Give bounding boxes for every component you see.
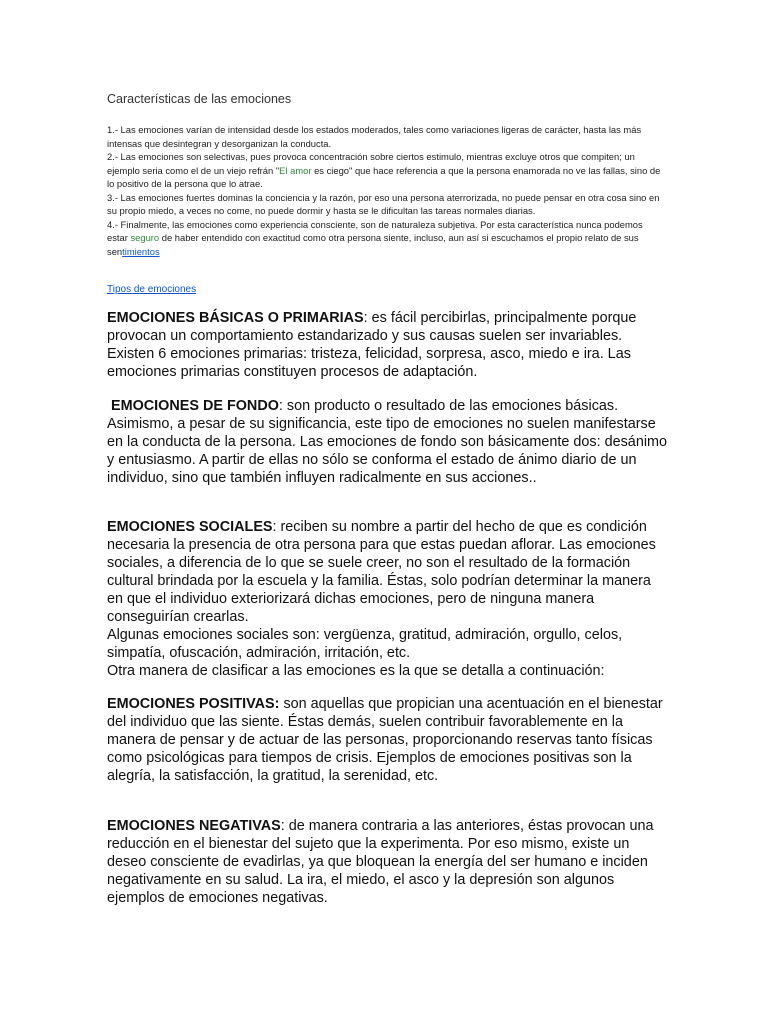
section-text: Otra manera de clasificar a las emociones es la que se detalla a continuación: — [107, 663, 605, 679]
page-title: Características de las emociones — [107, 92, 292, 106]
characteristic-item: 2.- Las emociones son selectivas, pues provoca concentración sobre ciertos estimulo, mientras excluye otros que compiten; un ejemplo seria como el de un viejo refrán "El amor es ciego" que hace referencia a que la persona enamorada no ve las fallas, sino de lo positivo de la persona que lo atrae. — [107, 151, 661, 189]
characteristic-item: 3.- Las emociones fuertes dominas la conciencia y la razón, por eso una persona aterrorizada, no puede pensar en otra cosa sino en su propio miedo, a veces no come, no puede dormir y hasta se le dificultan las tareas normales diarias. — [107, 191, 660, 216]
characteristic-item: 4.- Finalmente, las emociones como experiencia consciente, son de naturaleza subjetiva. Por esta característica nunca podemos estar seguro de haber entendido con exactitud como otra persona siente, incluso, aun así si escuchamos el propio relato de sus sentimientos — [107, 218, 643, 257]
section-negativas — [107, 817, 667, 907]
section-positivas — [107, 695, 667, 785]
section-heading: EMOCIONES DE FONDO — [111, 398, 279, 414]
characteristic-item: 1.- Las emociones varían de intensidad desde los estados moderados, tales como variaciones ligeras de carácter, hasta las más intensas que desintegran y desorganizan la conducta. — [107, 124, 642, 149]
characteristics-list — [107, 123, 663, 258]
section-text: : son producto o resultado de las emociones básicas. Asimismo, a pesar de su significancia, este tipo de emociones no suelen manifestarse en la conducta de la persona. Las emociones de fondo son básicamente dos: desánimo y entusiasmo. A partir de ellas no sólo se conforma el estado de ánimo diario de un individuo, sino que también influyen radicalmente en sus acciones.. — [107, 398, 668, 486]
section-heading: EMOCIONES POSITIVAS: — [107, 696, 280, 712]
tipos-de-emociones-link[interactable]: Tipos de emociones — [107, 284, 197, 295]
section-fondo — [107, 397, 667, 487]
highlight-text: seguro — [130, 232, 160, 243]
sentimientos-link[interactable]: timientos — [122, 245, 160, 257]
highlight-text: El amor — [279, 164, 312, 176]
section-sociales — [107, 518, 667, 680]
section-heading: EMOCIONES BÁSICAS O PRIMARIAS — [107, 310, 364, 326]
section-text: : reciben su nombre a partir del hecho de que es condición necesaria la presencia de otra persona para que estas puedan aflorar. Las emociones sociales, a diferencia de lo que se suele creer, no son el resultado de la formación cultural brindada por la escuela y la familia. Éstas, solo podrían determinar la manera en que el individuo exteriorizará dichas emociones, pero de ninguna manera conseguirían crearlas. — [107, 519, 656, 625]
section-text: Algunas emociones sociales son: vergüenza, gratitud, admiración, orgullo, celos, simpatía, ofuscación, admiración, irritación, etc. — [107, 627, 623, 661]
section-text: : es fácil percibirlas, principalmente porque provocan un comportamiento estandarizado y sus causas suelen ser invariables. Existen 6 emociones primarias: tristeza, felicidad, sorpresa, asco, miedo e ira. Las emociones primarias constituyen procesos de adaptación. — [107, 310, 637, 380]
section-text: : de manera contraria a las anteriores, éstas provocan una reducción en el bienestar del sujeto que la experimenta. Por eso mismo, existe un deseo consciente de evadirlas, ya que bloquean la energía del ser humano e inciden negativamente en su salud. La ira, el miedo, el asco y la depresión son algunos ejemplos de emociones negativas. — [107, 818, 654, 906]
section-heading: EMOCIONES SOCIALES — [107, 519, 273, 535]
section-heading: EMOCIONES NEGATIVAS — [107, 818, 281, 834]
section-text: son aquellas que propician una acentuación en el bienestar del individuo que las siente. Éstas demás, suelen contribuir favorablemente en la manera de pensar y de actuar de las personas, proporcionando reservas tanto físicas como psicológicas para tiempos de crisis. Ejemplos de emociones positivas son la alegría, la satisfacción, la gratitud, la serenidad, etc. — [107, 696, 663, 784]
section-basicas — [107, 309, 667, 381]
